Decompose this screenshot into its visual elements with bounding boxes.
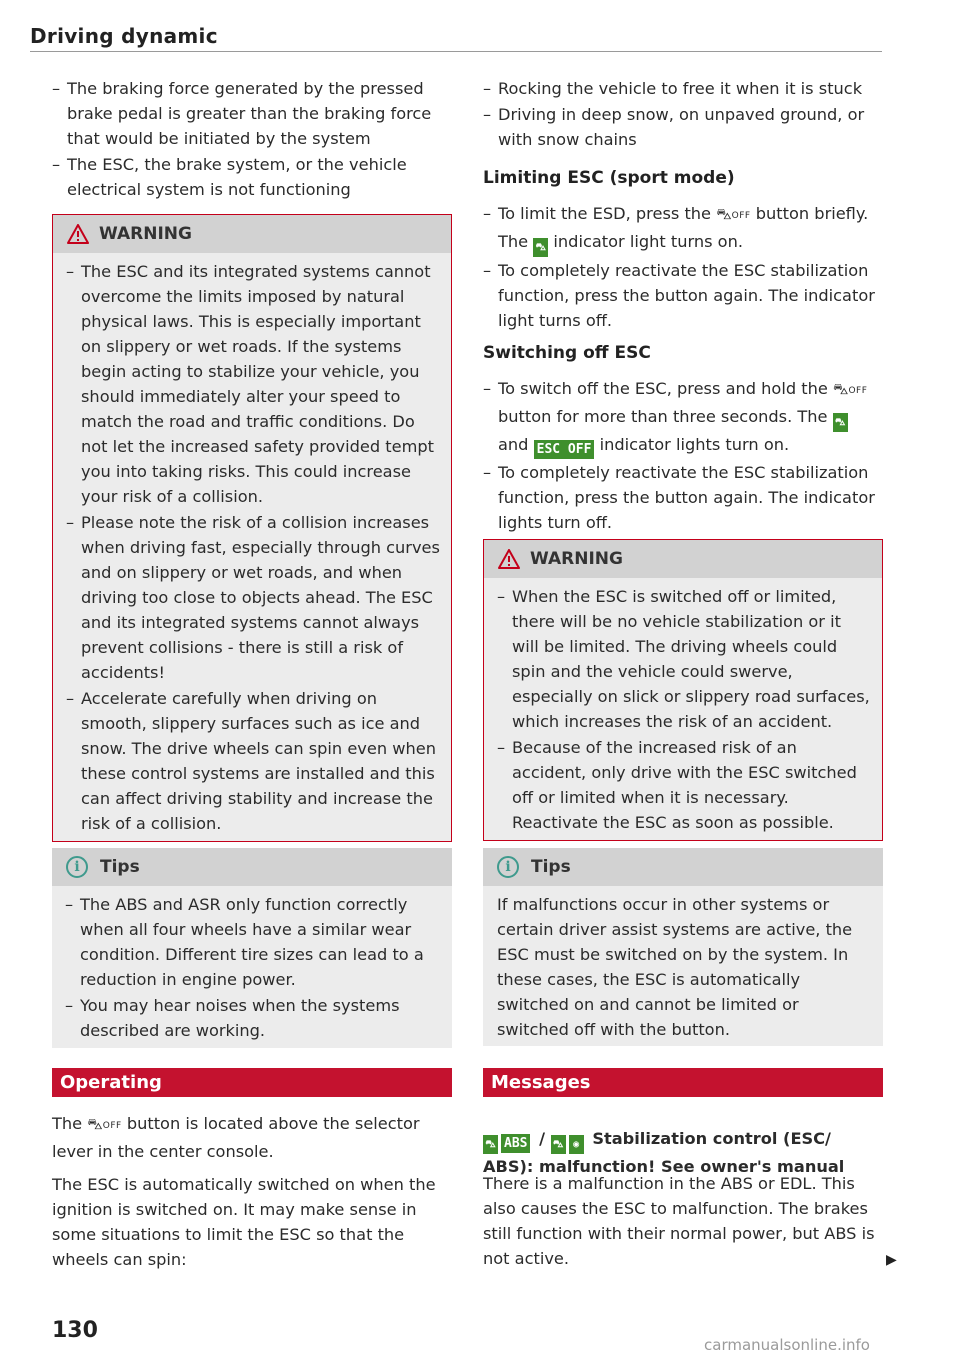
limiting-section [483,166,883,334]
message-body: There is a malfunction in the ABS or EDL. This also causes the ESC to malfunction. The brakes still function with their normal power, but ABS is not active. [483,1174,875,1268]
list-item: – To completely reactivate the ESC stabilization function, press the button again. The indicator light turns off. [483,258,883,333]
switching-section [483,341,883,536]
warning-triangle-icon [498,549,520,569]
warning-header [53,215,451,253]
tips-header [52,848,452,886]
warning-triangle-icon [67,224,89,244]
list-item: – The ESC, the brake system, or the vehicle electrical system is not functioning [52,152,452,202]
esc-off-button-icon: ⛍OFF [716,205,751,223]
page-number: 130 [52,1318,98,1343]
esc-indicator-icon: ⛍ [483,1135,498,1154]
messages-section-header: Messages [483,1068,883,1097]
switching-heading: Switching off ESC [483,343,651,363]
list-item: – Because of the increased risk of an accident, only drive with the ESC switched off or limited when it is necessary. Reactivate the ESC as soon as possible. [497,735,872,835]
warning-box-left [52,214,452,842]
tips-header [483,848,883,886]
list-item: – Please note the risk of a collision increases when driving fast, especially through curves and on slippery or wet roads, and when driving too close to objects ahead. The ESC and its integrated systems cannot always prevent collisions - there is still a risk of accidents! [66,510,441,685]
operating-paragraph-2: The ESC is automatically switched on when the ignition is switched on. It may make sense in some situations to limit the ESC so that the wheels can spin: [52,1175,436,1269]
operating-paragraph-1: The ⛍OFF button is located above the selector lever in the center console. [52,1114,420,1161]
abs-circle-indicator-icon: ◉ [569,1135,584,1154]
esc-indicator-icon: ⛍ [833,413,848,432]
header-divider [30,51,882,52]
tips-box-right [483,848,883,1046]
list-item: – Rocking the vehicle to free it when it is stuck [483,76,883,101]
info-icon: i [66,856,88,878]
operating-section-header: Operating [52,1068,452,1097]
tips-title: Tips [531,857,571,877]
list-item: – To switch off the ESC, press and hold the ⛍OFF button for more than three seconds. The ⛍ and ESC OFF indicator lights turn on. [483,376,883,459]
list-item: – The braking force generated by the pressed brake pedal is greater than the braking force that would be initiated by the system [52,76,452,151]
list-item: – When the ESC is switched off or limited, there will be no vehicle stabilization or it will be limited. The driving wheels could spin and the vehicle could swerve, especially on slick or slippery road surfaces, which increases the risk of an accident. [497,584,872,734]
esc-indicator-icon: ⛍ [551,1135,566,1154]
list-item: – You may hear noises when the systems described are working. [65,993,442,1043]
list-item: – The ABS and ASR only function correctly when all four wheels have a similar wear condition. Different tire sizes can lead to a reduction in engine power. [65,892,442,992]
tips-box-left [52,848,452,1048]
list-item: – To limit the ESD, press the ⛍OFF button briefly. The ⛍ indicator light turns on. [483,201,883,257]
list-item: – Accelerate carefully when driving on smooth, slippery surfaces such as ice and snow. The drive wheels can spin even when these control systems are installed and this can affect driving stability and increase the risk of a collision. [66,686,441,836]
warning-box-right [483,539,883,841]
message-heading: ⛍ ABS / ⛍ ◉ Stabilization control (ESC/ ABS): malfunction! See owner's manual [483,1129,845,1177]
list-item: – To completely reactivate the ESC stabilization function, press the button again. The indicator lights turn off. [483,460,883,535]
section-title: Driving dynamic [30,24,218,48]
watermark: carmanualsonline.info [704,1336,870,1354]
warning-title: WARNING [530,549,623,569]
esc-indicator-icon: ⛍ [533,238,548,257]
list-item: – The ESC and its integrated systems cannot overcome the limits imposed by natural physical laws. This is especially important on slippery or wet roads. If the systems begin acting to stabilize your vehicle, you should immediately alter your speed to match the road and traffic conditions. Do not let the increased safety provided tempt you into taking risks. This could increase your risk of a collision. [66,259,441,509]
info-icon: i [497,856,519,878]
limiting-heading: Limiting ESC (sport mode) [483,168,735,188]
intro-list-left [52,76,452,203]
list-item: – Driving in deep snow, on unpaved ground, or with snow chains [483,102,883,152]
esc-off-button-icon: ⛍OFF [832,380,868,398]
tips-title: Tips [100,857,140,877]
abs-indicator-icon: ABS [501,1134,530,1153]
continue-arrow-icon: ▶ [886,1252,897,1268]
intro-list-right [483,76,883,153]
esc-off-button-icon: ⛍OFF [87,1115,122,1133]
warning-header [484,540,882,578]
esc-off-indicator-icon: ESC OFF [534,440,595,459]
tips-text: If malfunctions occur in other systems or certain driver assist systems are active, the ESC must be switched on by the system. In these cases, the ESC is automatically switched on and cannot be limited or switched off with the button. [497,895,853,1039]
warning-title: WARNING [99,224,192,244]
